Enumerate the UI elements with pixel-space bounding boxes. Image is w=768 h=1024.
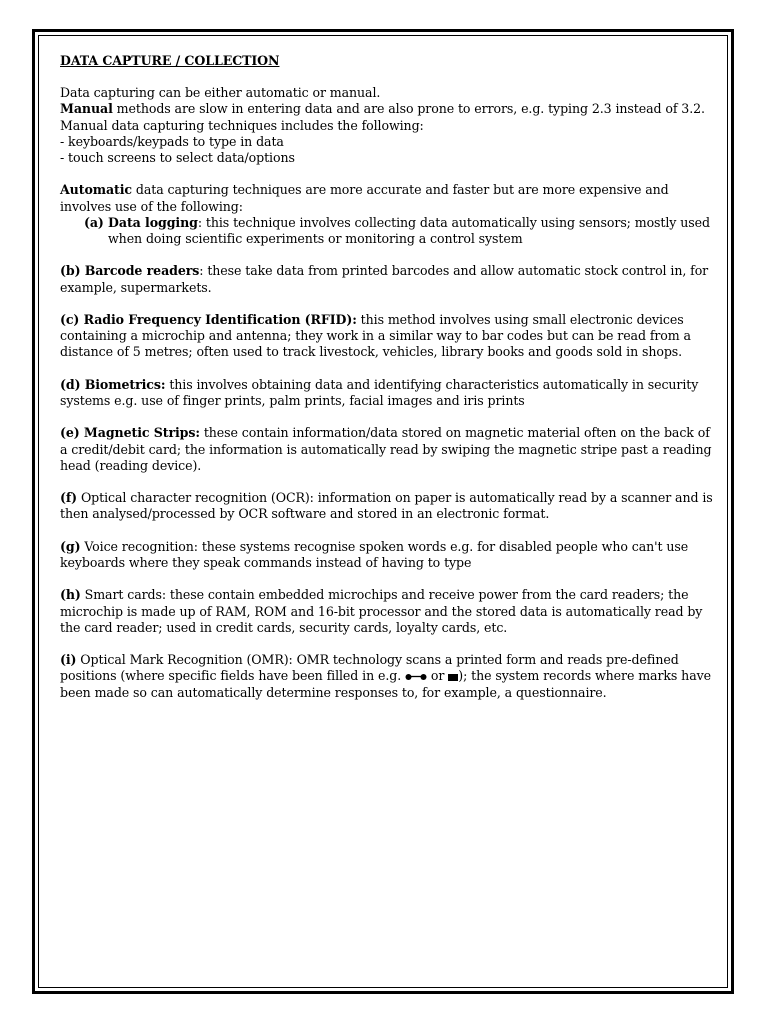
item-text: this method involves using small electronic devices containing a microchip and antenna; they work in a similar way to bar codes but can be read from a distance of 5 metres; often used to track livestock, vehicles, library books and goods sold in shops. — [60, 312, 691, 360]
manual-text: methods are slow in entering data and are also prone to errors, e.g. typing 2.3 instead of 3.2. — [112, 101, 705, 117]
item-text: Optical Mark Recognition (OMR): OMR technology scans a printed form and reads pre-defined positions (where specific fields have been filled in e.g. — [60, 652, 679, 684]
item-label: (h) — [60, 587, 81, 603]
item-label: (i) — [60, 652, 77, 668]
intro-line: Data capturing can be either automatic or manual. — [60, 85, 381, 101]
manual-paragraph — [60, 101, 720, 117]
automatic-text: data capturing techniques are more accurate and faster but are more expensive and involves use of the following: — [60, 182, 669, 214]
item-label: (b) Barcode readers — [60, 263, 200, 279]
item-ocr — [60, 490, 720, 522]
item-text: Optical character recognition (OCR): information on paper is automatically read by a scanner and is then analysed/processed by OCR software and stored in an electronic format. — [60, 490, 713, 522]
automatic-paragraph — [60, 182, 720, 214]
manual-item: - keyboards/keypads to type in data — [60, 133, 284, 149]
item-text: Smart cards: these contain embedded microchips and receive power from the card readers; the microchip is made up of RAM, ROM and 16-bit processor and the stored data is automatically read by the card reader; used in credit cards, security cards, loyalty cards, etc. — [60, 587, 703, 635]
item-biometrics — [60, 377, 720, 409]
manual-heading: Manual — [60, 101, 113, 117]
manual-item: - touch screens to select data/options — [60, 150, 295, 166]
filled-box-mark-icon — [448, 669, 458, 685]
item-text: : these take data from printed barcodes and allow automatic stock control in, for example, supermarkets. — [60, 263, 709, 295]
item-omr — [60, 652, 720, 701]
item-voice-recognition — [60, 539, 720, 571]
item-rfid — [60, 312, 720, 361]
item-label: (c) Radio Frequency Identification (RFID): — [60, 312, 357, 327]
item-data-logging — [60, 215, 720, 247]
document-body — [60, 53, 720, 717]
item-label: (e) Magnetic Strips: — [60, 425, 200, 441]
item-label: (g) — [60, 538, 81, 554]
item-label: (f) — [60, 490, 78, 506]
item-magnetic-strips — [60, 425, 720, 474]
item-label: (a) Data logging — [84, 214, 198, 230]
intro-section — [60, 85, 720, 166]
manual-list-intro: Manual data capturing techniques includes the following: — [60, 117, 424, 133]
automatic-section — [60, 182, 720, 247]
item-text: these contain information/data stored on magnetic material often on the back of a credit/debit card; the information is automatically read by swiping the magnetic stripe past a reading head (reading device). — [60, 425, 712, 473]
item-text: : this technique involves collecting data automatically using sensors; mostly used when doing scientific experiments or monitoring a control system — [108, 214, 710, 247]
item-text: ); the system records where marks have been made so can automatically determine responses to, for example, a questionnaire. — [60, 668, 711, 700]
item-smart-cards — [60, 587, 720, 636]
item-text: Voice recognition: these systems recognise spoken words e.g. for disabled people who can't use keyboards where they speak commands instead of having to type — [60, 538, 689, 570]
automatic-heading: Automatic — [60, 182, 132, 198]
page-title: DATA CAPTURE / COLLECTION — [60, 53, 280, 68]
filled-line-mark-icon — [405, 669, 427, 685]
item-text-or: or — [427, 668, 449, 684]
item-text: this involves obtaining data and identifying characteristics automatically in security systems e.g. use of finger prints, palm prints, facial images and iris prints — [60, 376, 699, 408]
item-barcode-readers — [60, 263, 720, 295]
item-label: (d) Biometrics: — [60, 376, 166, 392]
